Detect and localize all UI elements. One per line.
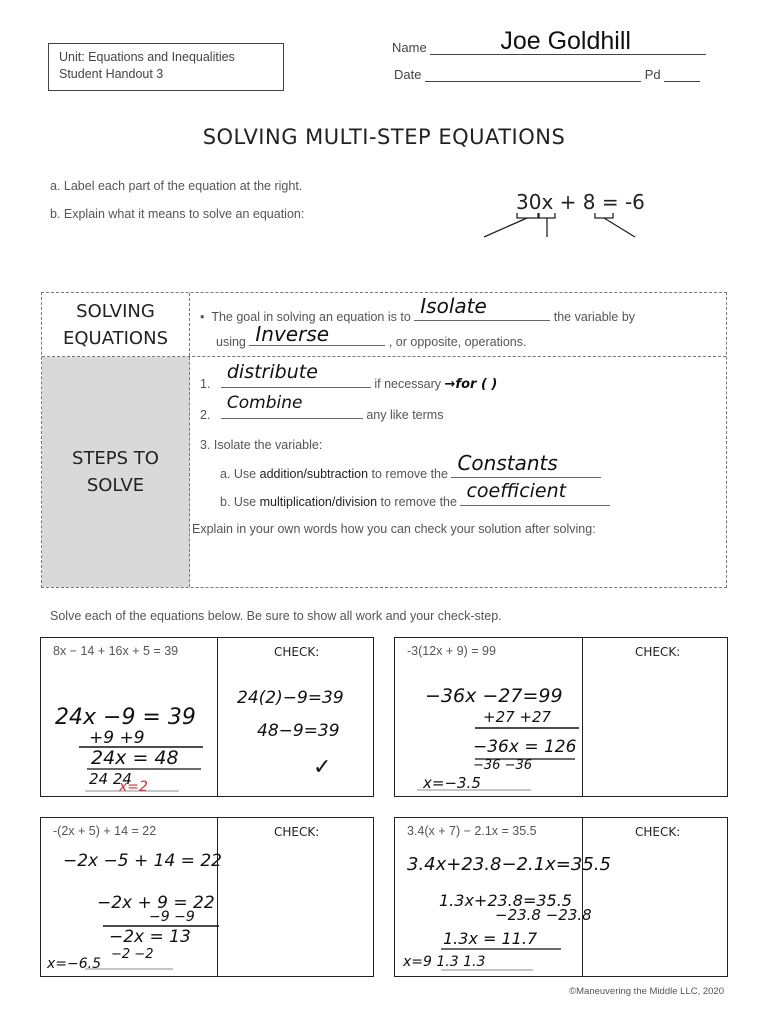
pd-field[interactable]	[664, 68, 700, 82]
p2-work-line: −36x = 126	[473, 737, 577, 757]
p4-work-line: 3.4x+23.8−2.1x=35.5	[407, 854, 611, 875]
p1-check-line: 48−9=39	[257, 721, 340, 741]
p1-work-line: 24x = 48	[91, 747, 179, 769]
problem-4-check-label: CHECK:	[635, 825, 681, 839]
step-3a: a. Use addition/subtraction to remove the Constants	[200, 460, 716, 488]
pd-label: Pd	[644, 67, 661, 82]
problem-3-work	[41, 818, 375, 978]
date-row	[394, 67, 700, 82]
problem-4-equation: 3.4(x + 7) − 2.1x = 35.5	[407, 824, 537, 838]
p4-work-line: −23.8 −23.8	[495, 906, 592, 924]
problem-1-check-label: CHECK:	[274, 645, 320, 659]
copyright-footer: ©Maneuvering the Middle LLC, 2020	[569, 986, 724, 997]
step-1: 1. distribute if necessary →for ( )	[200, 369, 716, 400]
labeled-equation	[470, 185, 690, 245]
problem-2-check-label: CHECK:	[635, 645, 681, 659]
steps-list	[192, 361, 716, 542]
page-title: SOLVING MULTI-STEP EQUATIONS	[202, 125, 566, 149]
problem-2	[394, 637, 728, 797]
solving-equations-row	[42, 293, 726, 357]
p3-work-line: −2x −5 + 14 = 22	[63, 851, 222, 871]
p3-work-line: −2x + 9 = 22	[97, 893, 215, 913]
example-equation: 30x + 8 = -6	[516, 190, 645, 214]
problem-1-equation: 8x − 14 + 16x + 5 = 39	[53, 644, 179, 658]
problem-3	[40, 817, 374, 977]
step3a-blank[interactable]	[451, 451, 601, 478]
p2-work-line: −36x −27=99	[425, 685, 563, 707]
explain-prompt: Explain in your own words how you can check your solution after solving:	[192, 522, 596, 536]
p4-work-line: 1.3x+23.8=35.5	[439, 891, 572, 910]
step1-note: →for ( )	[444, 377, 498, 392]
p4-work-line: 1.3x = 11.7	[443, 929, 538, 948]
instruction-a: a. Label each part of the equation at the right.	[50, 179, 303, 193]
step3b-blank[interactable]	[460, 480, 610, 506]
problem-1-work	[41, 638, 375, 798]
date-field[interactable]	[425, 68, 641, 82]
p1-checkmark: ✓	[313, 755, 332, 780]
step3a-answer: Constants	[457, 451, 558, 475]
p2-answer: x=−3.5	[423, 774, 481, 792]
step-2: 2. Combine any like terms	[200, 400, 716, 430]
p1-work-line: 24 24	[89, 770, 132, 788]
p1-work-line: 24x −9 = 39	[55, 705, 196, 730]
p4-answer: x=9 1.3 1.3	[403, 954, 486, 970]
p3-work-line: −2x = 13	[109, 927, 191, 947]
step1-answer: distribute	[226, 361, 318, 383]
goal-answer: Isolate	[420, 294, 487, 318]
step2-answer: Combine	[226, 393, 303, 413]
step3b-answer: coefficient	[466, 480, 567, 502]
p1-work-line: +9 +9	[89, 728, 145, 748]
problem-1	[40, 637, 374, 797]
instruction-b: b. Explain what it means to solve an equation:	[50, 207, 305, 221]
step1-blank[interactable]	[221, 361, 371, 388]
p1-answer: x=2	[119, 779, 148, 795]
step-3b: b. Use multiplication/division to remove the coefficient	[200, 488, 716, 516]
using-blank[interactable]	[249, 322, 385, 346]
p3-work-line: −9 −9	[149, 909, 195, 925]
problem-4-work	[395, 818, 729, 978]
unit-title: Unit: Equations and Inequalities	[59, 50, 235, 64]
solve-instructions: Solve each of the equations below. Be sure to show all work and your check-step.	[50, 609, 502, 623]
unit-box	[48, 43, 284, 91]
name-row	[392, 27, 706, 55]
step-3: 3. Isolate the variable:	[200, 438, 323, 452]
name-label: Name	[392, 40, 427, 55]
p2-work-line: −36 −36	[473, 758, 533, 773]
using-answer: Inverse	[255, 322, 330, 346]
p3-answer: x=−6.5	[47, 956, 102, 972]
problem-3-equation: -(2x + 5) + 14 = 22	[53, 824, 157, 838]
solving-equations-heading: SOLVING EQUATIONS	[42, 293, 190, 356]
problem-4	[394, 817, 728, 977]
steps-to-solve-row	[42, 357, 726, 587]
p3-work-line: −2 −2	[111, 947, 154, 962]
name-value: Joe Goldhill	[500, 27, 631, 55]
goal-blank[interactable]	[414, 294, 550, 321]
problem-3-check-label: CHECK:	[274, 825, 320, 839]
problem-2-work	[395, 638, 729, 798]
steps-table	[41, 292, 727, 588]
p1-check-line: 24(2)−9=39	[237, 688, 344, 708]
date-label: Date	[394, 67, 422, 82]
bullet: •	[200, 310, 212, 324]
steps-to-solve-heading: STEPS TO SOLVE	[42, 357, 190, 587]
goal-text: • The goal in solving an equation is to Isolate the variable by using Inverse , or opposite, operations.	[200, 294, 636, 349]
name-field[interactable]	[430, 27, 706, 55]
problem-2-equation: -3(12x + 9) = 99	[407, 644, 496, 658]
p2-work-line: +27 +27	[483, 708, 552, 726]
handout-number: Student Handout 3	[59, 67, 164, 81]
